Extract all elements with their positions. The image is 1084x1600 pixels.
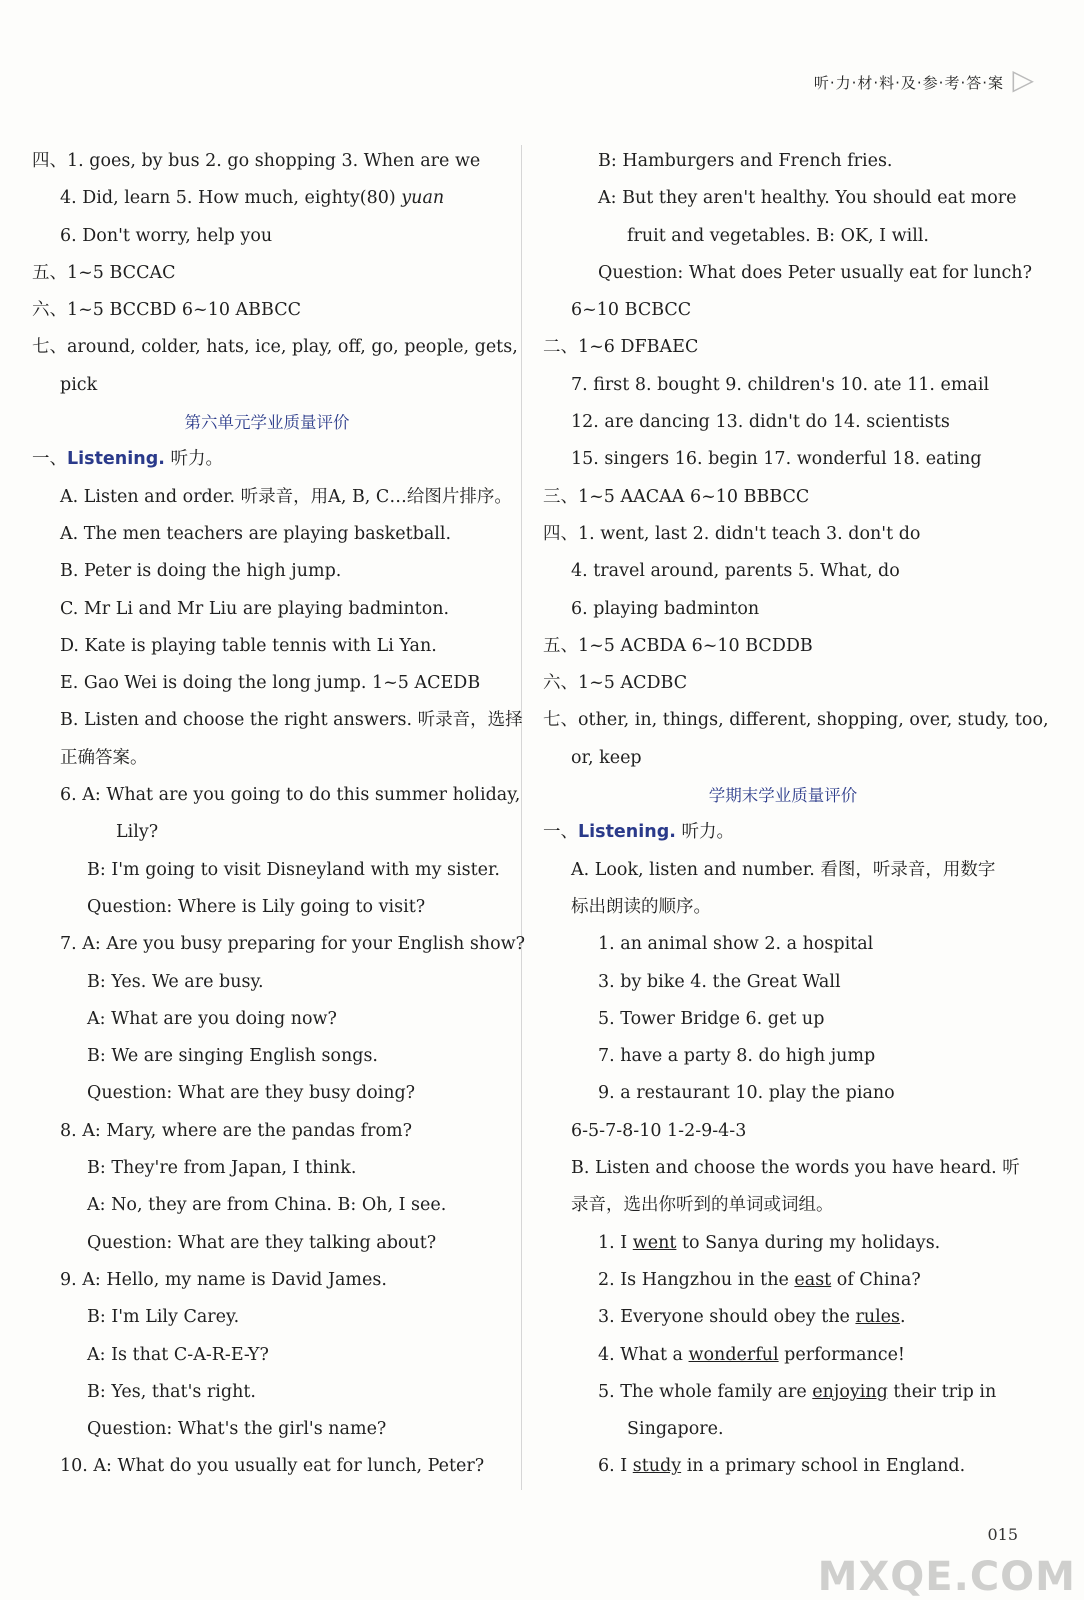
list-item: 1. an animal show 2. a hospital (598, 934, 874, 955)
underlined-word: rules (855, 1307, 901, 1328)
list-item: 7. have a party 8. do high jump (598, 1046, 876, 1067)
sentence-line: 5. The whole family are enjoying their trip in (598, 1381, 997, 1402)
section-title: 学期末学业质量评价 (708, 786, 858, 806)
dialogue-line: B: Yes, that's right. (87, 1381, 256, 1402)
left-column (32, 143, 525, 1486)
section-heading: 一、Listening. 听力。 (543, 822, 734, 843)
underlined-word: study (632, 1456, 682, 1477)
answer-line: 6-5-7-8-10 1-2-9-4-3 (571, 1120, 747, 1141)
answer-line: 4. travel around, parents 5. What, do (571, 561, 900, 582)
dialogue-line: 8. A: Mary, where are the pandas from? (60, 1120, 413, 1141)
answer-line: 6. Don't worry, help you (60, 225, 273, 246)
answer-line: or, keep (571, 747, 642, 768)
answer-line: 六、1~5 ACDBC (543, 673, 688, 694)
answer-line: 15. singers 16. begin 17. wonderful 18. eating (571, 449, 982, 470)
dialogue-line: fruit and vegetables. B: OK, I will. (627, 225, 929, 246)
answer-line: 五、1~5 ACBDA 6~10 BCDDB (543, 635, 813, 656)
answer-line: 7. first 8. bought 9. children's 10. ate 11. email (571, 374, 990, 395)
question-line: Question: Where is Lily going to visit? (87, 896, 426, 917)
sentence-line: 4. What a wonderful performance! (598, 1344, 905, 1365)
dialogue-line: 7. A: Are you busy preparing for your English show? (60, 934, 525, 955)
part-heading: B. Listen and choose the words you have heard. 听 (571, 1158, 1020, 1179)
list-item: C. Mr Li and Mr Liu are playing badminton. (60, 598, 450, 619)
sentence-line: 6. I study in a primary school in England. (598, 1456, 966, 1477)
dialogue-line: A: But they aren't healthy. You should eat more (598, 188, 1017, 209)
dialogue-line: Lily? (116, 822, 159, 843)
answer-line: 6. playing badminton (571, 598, 760, 619)
part-heading: A. Look, listen and number. 看图，听录音，用数字 (571, 859, 996, 880)
dialogue-line: B: Yes. We are busy. (87, 971, 264, 992)
list-item: 5. Tower Bridge 6. get up (598, 1008, 825, 1029)
part-heading: A. Listen and order. 听录音，用A, B, C…给图片排序。 (60, 486, 512, 507)
list-item: D. Kate is playing table tennis with Li Yan. (60, 635, 437, 656)
italic-word: yuan (401, 188, 445, 209)
dialogue-line: 10. A: What do you usually eat for lunch, Peter? (60, 1456, 485, 1477)
part-heading: 录音，选出你听到的单词或词组。 (571, 1195, 834, 1216)
answer-line: 七、other, in, things, different, shopping, over, study, too, (543, 710, 1049, 731)
dialogue-line: A: Is that C-A-R-E-Y? (87, 1344, 269, 1365)
underlined-word: wonderful (688, 1344, 779, 1365)
column-divider (521, 145, 522, 1490)
answer-line: 五、1~5 BCCAC (32, 262, 176, 283)
answer-line: 二、1~6 DFBAEC (543, 337, 699, 358)
dialogue-line: 6. A: What are you going to do this summer holiday, (60, 785, 521, 806)
answer-line: 七、around, colder, hats, ice, play, off, go, people, gets, (32, 337, 518, 358)
question-line: Question: What are they busy doing? (87, 1083, 416, 1104)
question-line: Question: What's the girl's name? (87, 1419, 387, 1440)
dialogue-line: B: We are singing English songs. (87, 1046, 378, 1067)
dialogue-line: 9. A: Hello, my name is David James. (60, 1269, 387, 1290)
list-item: E. Gao Wei is doing the long jump. 1~5 ACEDB (60, 673, 481, 694)
section-title: 第六单元学业质量评价 (184, 413, 350, 433)
section-heading: 一、Listening. 听力。 (32, 449, 223, 470)
underlined-word: east (794, 1269, 832, 1290)
watermark: MXQE.COM (817, 1554, 1076, 1600)
chevron-right-icon: ▷ (1012, 63, 1034, 96)
part-heading: B. Listen and choose the right answers. 听录音，选择 (60, 710, 523, 731)
list-item: 9. a restaurant 10. play the piano (598, 1083, 895, 1104)
answer-line: 三、1~5 AACAA 6~10 BBBCC (543, 486, 810, 507)
underlined-word: enjoying (812, 1381, 888, 1402)
sentence-line: 1. I went to Sanya during my holidays. (598, 1232, 941, 1253)
sentence-line: Singapore. (627, 1419, 724, 1440)
question-line: Question: What are they talking about? (87, 1232, 437, 1253)
answer-line: pick (60, 374, 98, 395)
page-number: 015 (987, 1525, 1018, 1544)
question-line: Question: What does Peter usually eat for lunch? (598, 262, 1032, 283)
dialogue-line: B: They're from Japan, I think. (87, 1158, 357, 1179)
answer-line: 4. Did, learn 5. How much, eighty(80) yuan (60, 188, 445, 209)
dialogue-line: B: I'm Lily Carey. (87, 1307, 240, 1328)
sentence-line: 2. Is Hangzhou in the east of China? (598, 1269, 921, 1290)
dialogue-line: A: No, they are from China. B: Oh, I see. (87, 1195, 447, 1216)
answer-line: 六、1~5 BCCBD 6~10 ABBCC (32, 300, 302, 321)
part-heading: 标出朗读的顺序。 (571, 896, 711, 917)
list-item: A. The men teachers are playing basketball. (60, 523, 452, 544)
dialogue-line: A: What are you doing now? (87, 1008, 337, 1029)
dialogue-line: B: Hamburgers and French fries. (598, 151, 893, 171)
sentence-line: 3. Everyone should obey the rules. (598, 1307, 906, 1328)
list-item: B. Peter is doing the high jump. (60, 561, 342, 582)
answer-line: 四、1. went, last 2. didn't teach 3. don't do (543, 523, 921, 544)
right-column (543, 143, 1049, 1486)
answer-line: 6~10 BCBCC (571, 300, 692, 321)
underlined-word: went (632, 1232, 677, 1253)
running-header: 听·力·材·料·及·参·考·答·案 (813, 74, 1004, 92)
answer-line: 12. are dancing 13. didn't do 14. scientists (571, 412, 950, 433)
answer-line: 四、1. goes, by bus 2. go shopping 3. When are we (32, 151, 481, 171)
list-item: 3. by bike 4. the Great Wall (598, 971, 841, 992)
part-heading: 正确答案。 (60, 747, 148, 768)
dialogue-line: B: I'm going to visit Disneyland with my sister. (87, 859, 500, 880)
